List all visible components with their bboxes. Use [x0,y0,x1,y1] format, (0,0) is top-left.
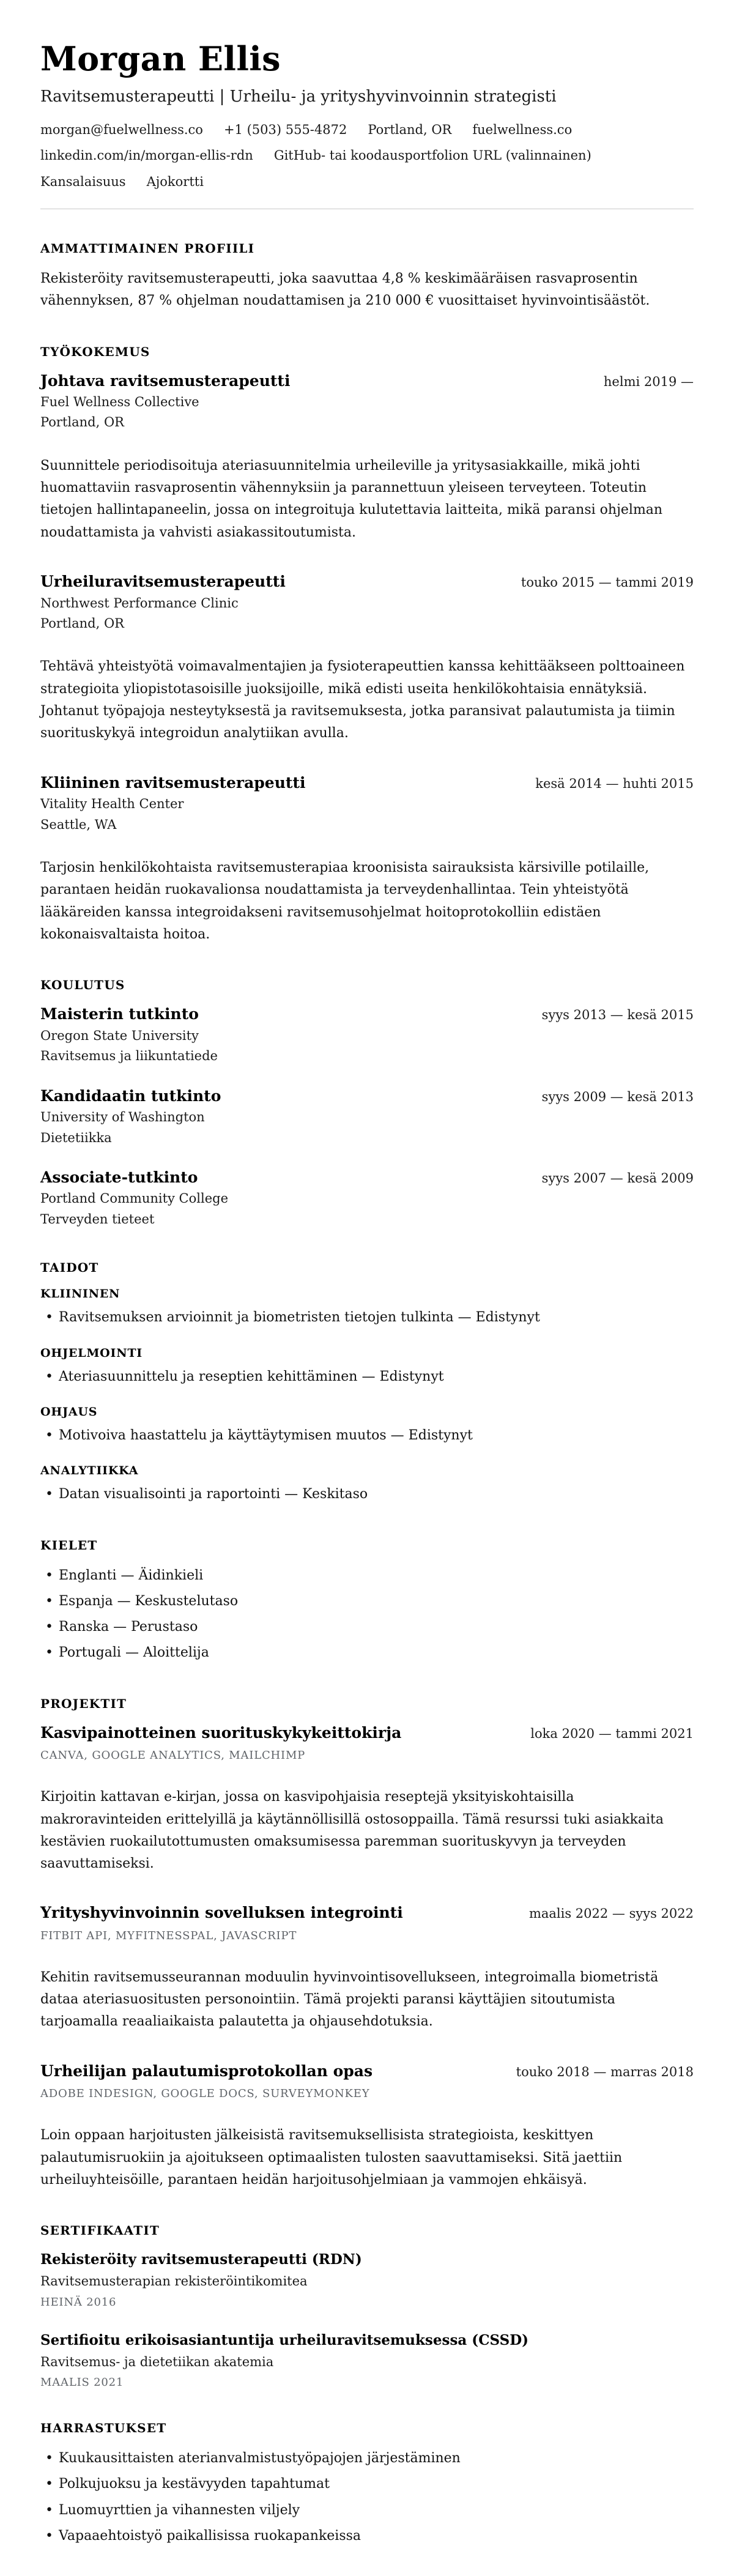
project-description: Loin oppaan harjoitusten jälkeisistä ravitsemuksellisista strategioista, keskittyen palautumisruokiin ja ajoitukseen optimaalisten tulosten saavuttamiseksi. Sitä jaettiin urheiluyhteisöille, parantaen heidän harjoitusohjelmiaan ja vammojen ehkäisyä. [40,2128,623,2188]
degree-field: Dietetiikka [40,1130,112,1145]
section-heading-experience: TYÖKOKEMUS [40,344,150,359]
degree-school: Portland Community College [40,1191,229,1206]
project-description: Kehitin ravitsemusseurannan moduulin hyvinvointisovellukseen, integroimalla biometristä dataa ateriasuositusten personointiin. Tämä projekti paransi käyttäjien sitoutumista tarjoamalla reaaliaikaista palautetta ja ohjausehdotuksia. [40,1969,659,2030]
skill-group-name: KLIININEN [40,1287,120,1301]
skill-item: • Motivoiva haastattelu ja käyttäytymisen muutos — Edistynyt [40,1425,694,1447]
job-title: Johtava ravitsemusterapeutti [40,371,291,390]
section-certifications [40,2223,694,2389]
job-location: Portland, OR [40,616,124,631]
project-entry-head [40,2062,694,2082]
section-heading-hobbies: HARRASTUKSET [40,2421,167,2436]
degree-school: Oregon State University [40,1028,199,1043]
contact-linkedin: linkedin.com/in/morgan-ellis-rdn [40,148,253,163]
skill-group-name: ANALYTIIKKA [40,1464,139,1478]
certification-issuer: Ravitsemusterapian rekisteröintikomitea [40,2274,308,2289]
hobby-item: • Kuukausittaisten aterianvalmistustyöpajojen järjestäminen [40,2448,694,2470]
job-title: Urheiluravitsemusterapeutti [40,573,286,591]
project-title: Yrityshyvinvoinnin sovelluksen integrointi [40,1904,403,1922]
hobby-item: • Vapaaehtoistyö paikallisissa ruokapankeissa [40,2525,694,2547]
job-company: Fuel Wellness Collective [40,395,199,410]
skill-item: • Datan visualisointi ja raportointi — Keskitaso [40,1483,694,1505]
person-headline: Ravitsemusterapeutti | Urheilu- ja yrityshyvinvoinnin strategisti [40,87,557,106]
certification-entry [40,2250,694,2308]
project-entry [40,2062,694,2191]
contact-phone: +1 (503) 555-4872 [223,122,347,137]
section-heading-projects: PROJEKTIT [40,1696,127,1711]
education-entry [40,1168,694,1228]
language-item: • Ranska — Perustaso [40,1616,694,1638]
skill-list [40,1366,694,1388]
project-title: Urheilijan palautumisprotokollan opas [40,2062,373,2080]
resume-header [40,39,694,209]
section-heading-education: KOULUTUS [40,978,125,993]
job-company: Vitality Health Center [40,796,184,812]
degree-title: Maisterin tutkinto [40,1005,199,1023]
section-profile [40,241,694,313]
education-entry-head [40,1086,694,1107]
job-entry-head [40,371,694,392]
language-list [40,1565,694,1665]
language-item: • Englanti — Äidinkieli [40,1565,694,1587]
contact-email: morgan@fuelwellness.co [40,122,203,137]
contact-drivers-license: Ajokortti [146,174,204,189]
project-tools: CANVA, GOOGLE ANALYTICS, MAILCHIMP [40,1749,306,1762]
project-entry [40,1903,694,2033]
degree-field: Terveyden tieteet [40,1211,155,1227]
contact-portfolio-placeholder: GitHub- tai koodausportfolion URL (valinnainen) [273,148,591,163]
certification-title: Rekisteröity ravitsemusterapeutti (RDN) [40,2251,362,2268]
job-description: Suunnittele periodisoituja ateriasuunnitelmia urheileville ja yritysasiakkaille, mikä johti huomattaviin rasvaprosentin vähennyksiin ja parannettuun yleiseen terveyteen. Toteutin tietojen hallintapaneelin, jossa on integroituja kulutettavia laitteita, mikä paransi ohjelman noudattamista ja vahvisti asiakassitoutumista. [40,458,663,540]
job-date: helmi 2019 — [603,374,694,389]
skill-list [40,1425,694,1447]
language-item: • Espanja — Keskustelutaso [40,1591,694,1613]
project-entry-head [40,1723,694,1743]
education-entry-head [40,1004,694,1025]
section-languages [40,1538,694,1665]
contact-row-3 [40,173,694,190]
skill-group-programming [40,1346,694,1388]
section-experience [40,344,694,946]
contact-citizenship: Kansalaisuus [40,174,126,189]
project-tools: ADOBE INDESIGN, GOOGLE DOCS, SURVEYMONKEY [40,2087,370,2101]
section-heading-languages: KIELET [40,1537,98,1553]
certification-title: Sertifioitu erikoisasiantuntija urheiluravitsemuksessa (CSSD) [40,2331,529,2348]
project-entry-head [40,1903,694,1923]
education-entry [40,1004,694,1065]
hobby-list [40,2448,694,2547]
job-description: Tehtävä yhteistyötä voimavalmentajien ja fysioterapeuttien kanssa kehittääkseen polttoaineen strategioita yliopistotasoisille juoksijoille, mikä edisti useita henkilökohtaisia ennätyksiä. Johtanut työpajoja nesteytyksestä ja ravitsemuksesta, jotka paransivat palautumista ja tiimin suorituskykyä integroidun analytiikan avulla. [40,659,685,741]
job-entry [40,572,694,745]
skill-list [40,1307,694,1329]
project-title: Kasvipainotteinen suorituskykykeittokirja [40,1723,402,1742]
degree-date: syys 2013 — kesä 2015 [541,1008,694,1023]
job-date: touko 2015 — tammi 2019 [521,575,694,590]
skill-group-analytics [40,1464,694,1505]
language-item: • Portugali — Aloittelija [40,1642,694,1664]
job-company: Northwest Performance Clinic [40,595,239,611]
degree-date: syys 2007 — kesä 2009 [541,1170,694,1186]
profile-text: Rekisteröity ravitsemusterapeutti, joka saavuttaa 4,8 % keskimääräisen rasvaprosentin vähennyksen, 87 % ohjelman noudattamisen ja 210 000 € vuosittaiset hyvinvointisäästöt. [40,270,650,309]
person-name: Morgan Ellis [40,39,281,78]
skill-group-name: OHJAUS [40,1405,98,1419]
section-skills [40,1260,694,1505]
section-projects [40,1696,694,2191]
contact-website: fuelwellness.co [472,122,573,137]
skill-item: • Ateriasuunnittelu ja reseptien kehittäminen — Edistynyt [40,1366,694,1388]
project-date: loka 2020 — tammi 2021 [530,1726,694,1741]
degree-title: Associate-tutkinto [40,1168,198,1186]
degree-field: Ravitsemus ja liikuntatiede [40,1049,218,1064]
job-location: Portland, OR [40,415,124,430]
section-heading-certifications: SERTIFIKAATIT [40,2223,160,2238]
contact-row-1 [40,121,694,138]
certification-date: MAALIS 2021 [40,2376,124,2389]
section-education [40,978,694,1228]
hobby-item: • Luomuyrttien ja vihannesten viljely [40,2500,694,2522]
contact-location: Portland, OR [368,122,452,137]
contact-info [40,121,694,190]
job-date: kesä 2014 — huhti 2015 [535,776,694,791]
certification-issuer: Ravitsemus- ja dietetiikan akatemia [40,2354,274,2369]
job-location: Seattle, WA [40,817,117,832]
degree-school: University of Washington [40,1110,205,1125]
education-entry [40,1086,694,1147]
skill-list [40,1483,694,1505]
project-entry [40,1723,694,1876]
project-date: touko 2018 — marras 2018 [516,2064,694,2079]
degree-date: syys 2009 — kesä 2013 [541,1089,694,1104]
job-entry [40,773,694,946]
skill-item: • Ravitsemuksen arvioinnit ja biometristen tietojen tulkinta — Edistynyt [40,1307,694,1329]
education-entry-head [40,1168,694,1188]
job-description: Tarjosin henkilökohtaista ravitsemusterapiaa kroonisista sairauksista kärsiville potilaille, parantaen heidän ruokavalionsa noudattamista ja terveydenhallintaa. Tein yhteistyötä lääkäreiden kanssa integroidakseni ravitsemusohjelmat hoitoprotokolliin edistäen kokonaisvaltaista hoitoa. [40,860,650,942]
job-entry-head [40,773,694,793]
skill-group-clinical [40,1287,694,1329]
job-entry-head [40,572,694,592]
project-tools: FITBIT API, MYFITNESSPAL, JAVASCRIPT [40,1929,297,1942]
section-heading-profile: AMMATTIMAINEN PROFIILI [40,240,255,256]
job-title: Kliininen ravitsemusterapeutti [40,773,306,792]
certification-date: HEINÄ 2016 [40,2295,117,2309]
job-entry [40,371,694,544]
contact-row-2 [40,147,694,164]
skill-group-name: OHJELMOINTI [40,1346,143,1360]
degree-title: Kandidaatin tutkinto [40,1086,221,1105]
project-date: maalis 2022 — syys 2022 [528,1906,694,1921]
section-hobbies [40,2421,694,2547]
section-heading-skills: TAIDOT [40,1260,99,1275]
skill-group-coaching [40,1405,694,1447]
certification-entry [40,2331,694,2389]
hobby-item: • Polkujuoksu ja kestävyyden tapahtumat [40,2473,694,2495]
project-description: Kirjoitin kattavan e-kirjan, jossa on kasvipohjaisia reseptejä yksityiskohtaisilla makroravinteiden erittelyillä ja käytännöllisillä ostosoppailla. Tämä resurssi tuki asiakkaita kestävien ruokailutottumusten omaksumisessa paremman suorituskyvyn ja terveyden saavuttamiseksi. [40,1789,664,1872]
